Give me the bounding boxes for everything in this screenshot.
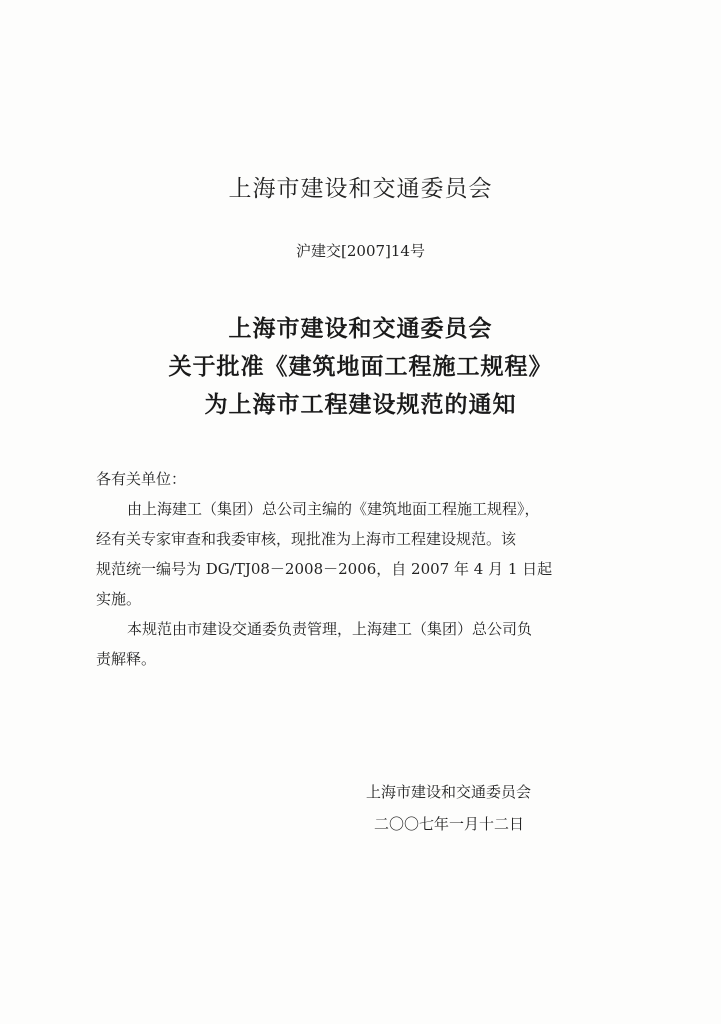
notice-body [96, 464, 620, 674]
signature-date: 二〇〇七年一月十二日 [374, 815, 525, 833]
title-line-1: 上海市建设和交通委员会 [228, 316, 493, 342]
paragraph-1-line-4: 实施。 [96, 590, 142, 608]
paragraph-2-line-2: 责解释。 [96, 650, 157, 668]
title-line-2: 关于批准《建筑地面工程施工规程》 [168, 354, 553, 380]
paragraph-1-line-1: 由上海建工（集团）总公司主编的《建筑地面工程施工规程》， [127, 500, 540, 518]
notice-title [0, 310, 721, 424]
title-line-3: 为上海市工程建设规范的通知 [204, 392, 517, 418]
paragraph-1-line-2: 经有关专家审查和我委审核，现批准为上海市工程建设规范。该 [96, 530, 517, 548]
paragraph-2-line-1: 本规范由市建设交通委负责管理，上海建工（集团）总公司负 [127, 620, 533, 638]
issuing-organization-header: 上海市建设和交通委员会 [228, 176, 493, 202]
signature-organization: 上海市建设和交通委员会 [366, 783, 532, 801]
paragraph-1-line-3: 规范统一编号为 DG/TJ08－2008－2006，自 2007 年 4 月 1 日起 [96, 560, 553, 578]
signature-block [366, 776, 531, 840]
salutation: 各有关单位： [96, 470, 187, 488]
document-number: 沪建交[2007]14号 [296, 242, 425, 260]
